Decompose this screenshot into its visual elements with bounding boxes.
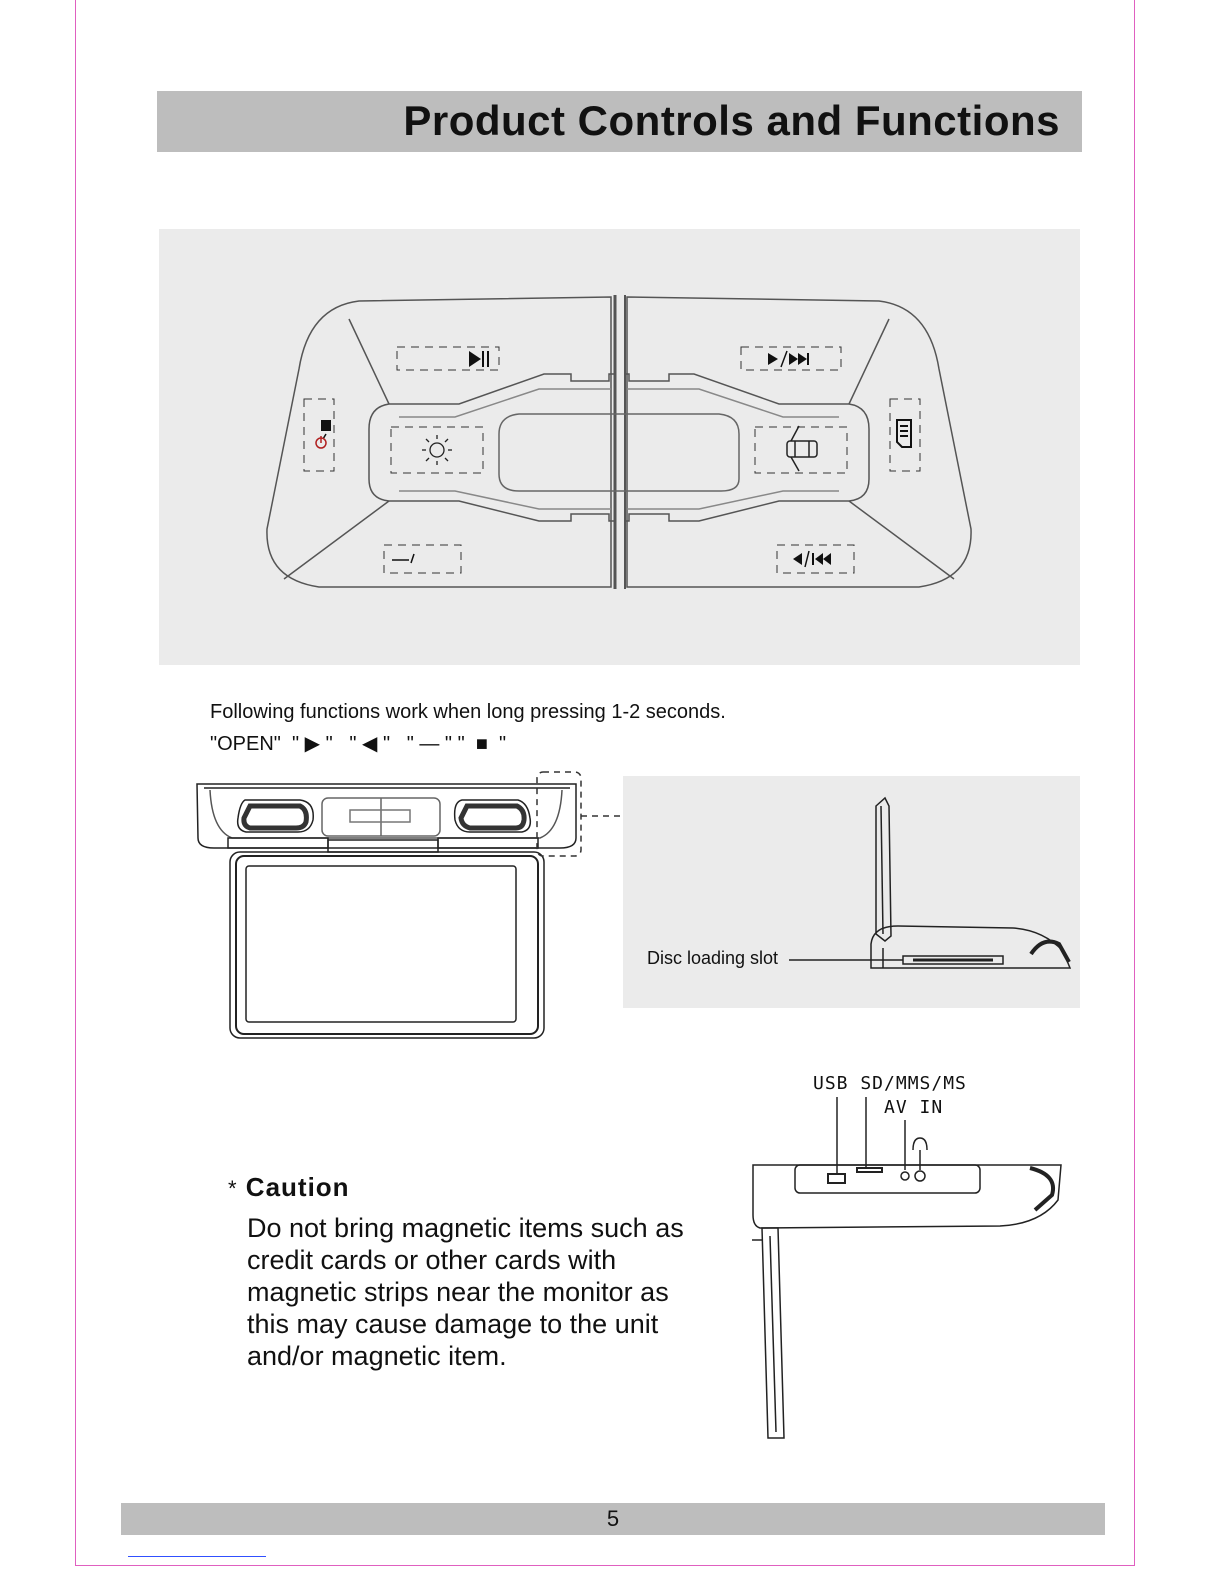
side-housing (871, 926, 1070, 968)
btn-frame-power (304, 399, 334, 471)
play-next-icon (768, 353, 778, 365)
caution-body: Do not bring magnetic items such as credit cards or other cards with magnetic strips near the monitor as this may cause damage to the unit and/or magnetic item. (247, 1213, 684, 1371)
title-bar (157, 91, 1082, 152)
side-view-diagram (623, 776, 1080, 1008)
ports-label-line2: AV IN (884, 1097, 944, 1118)
footer-bar (121, 1503, 1105, 1535)
btn-frame-minus (384, 545, 461, 573)
panel-right-body (627, 297, 971, 587)
caution-heading (228, 1172, 350, 1203)
stop-icon (321, 420, 331, 431)
panel-left-body (267, 297, 611, 587)
open-icon (787, 426, 817, 471)
side-view-svg (623, 776, 1080, 1008)
caution-title: Caution (245, 1172, 350, 1202)
ports-label-line1: USB SD/MMS/MS (813, 1073, 967, 1094)
minus-icon (392, 554, 414, 563)
btn-frame-brightness (391, 427, 483, 473)
caution-marker: * (228, 1176, 238, 1201)
prev-icon (793, 553, 802, 565)
page-number: 5 (606, 1506, 620, 1531)
control-panel-diagram (159, 229, 1080, 665)
brightness-icon (422, 435, 452, 465)
footer-link-underline (128, 1556, 266, 1557)
disc-slot-label: Disc loading slot (647, 948, 779, 968)
long-press-intro: Following functions work when long pressing 1-2 seconds. (210, 701, 726, 723)
page-title: Product Controls and Functions (403, 97, 1060, 144)
menu-icon (897, 420, 911, 447)
btn-frame-open (755, 427, 847, 473)
long-press-functions: "OPEN" " ▶ " " ◀ " " — " " ■ " (210, 733, 507, 755)
control-panel-svg (159, 229, 1080, 665)
play-pause-icon (469, 351, 481, 367)
